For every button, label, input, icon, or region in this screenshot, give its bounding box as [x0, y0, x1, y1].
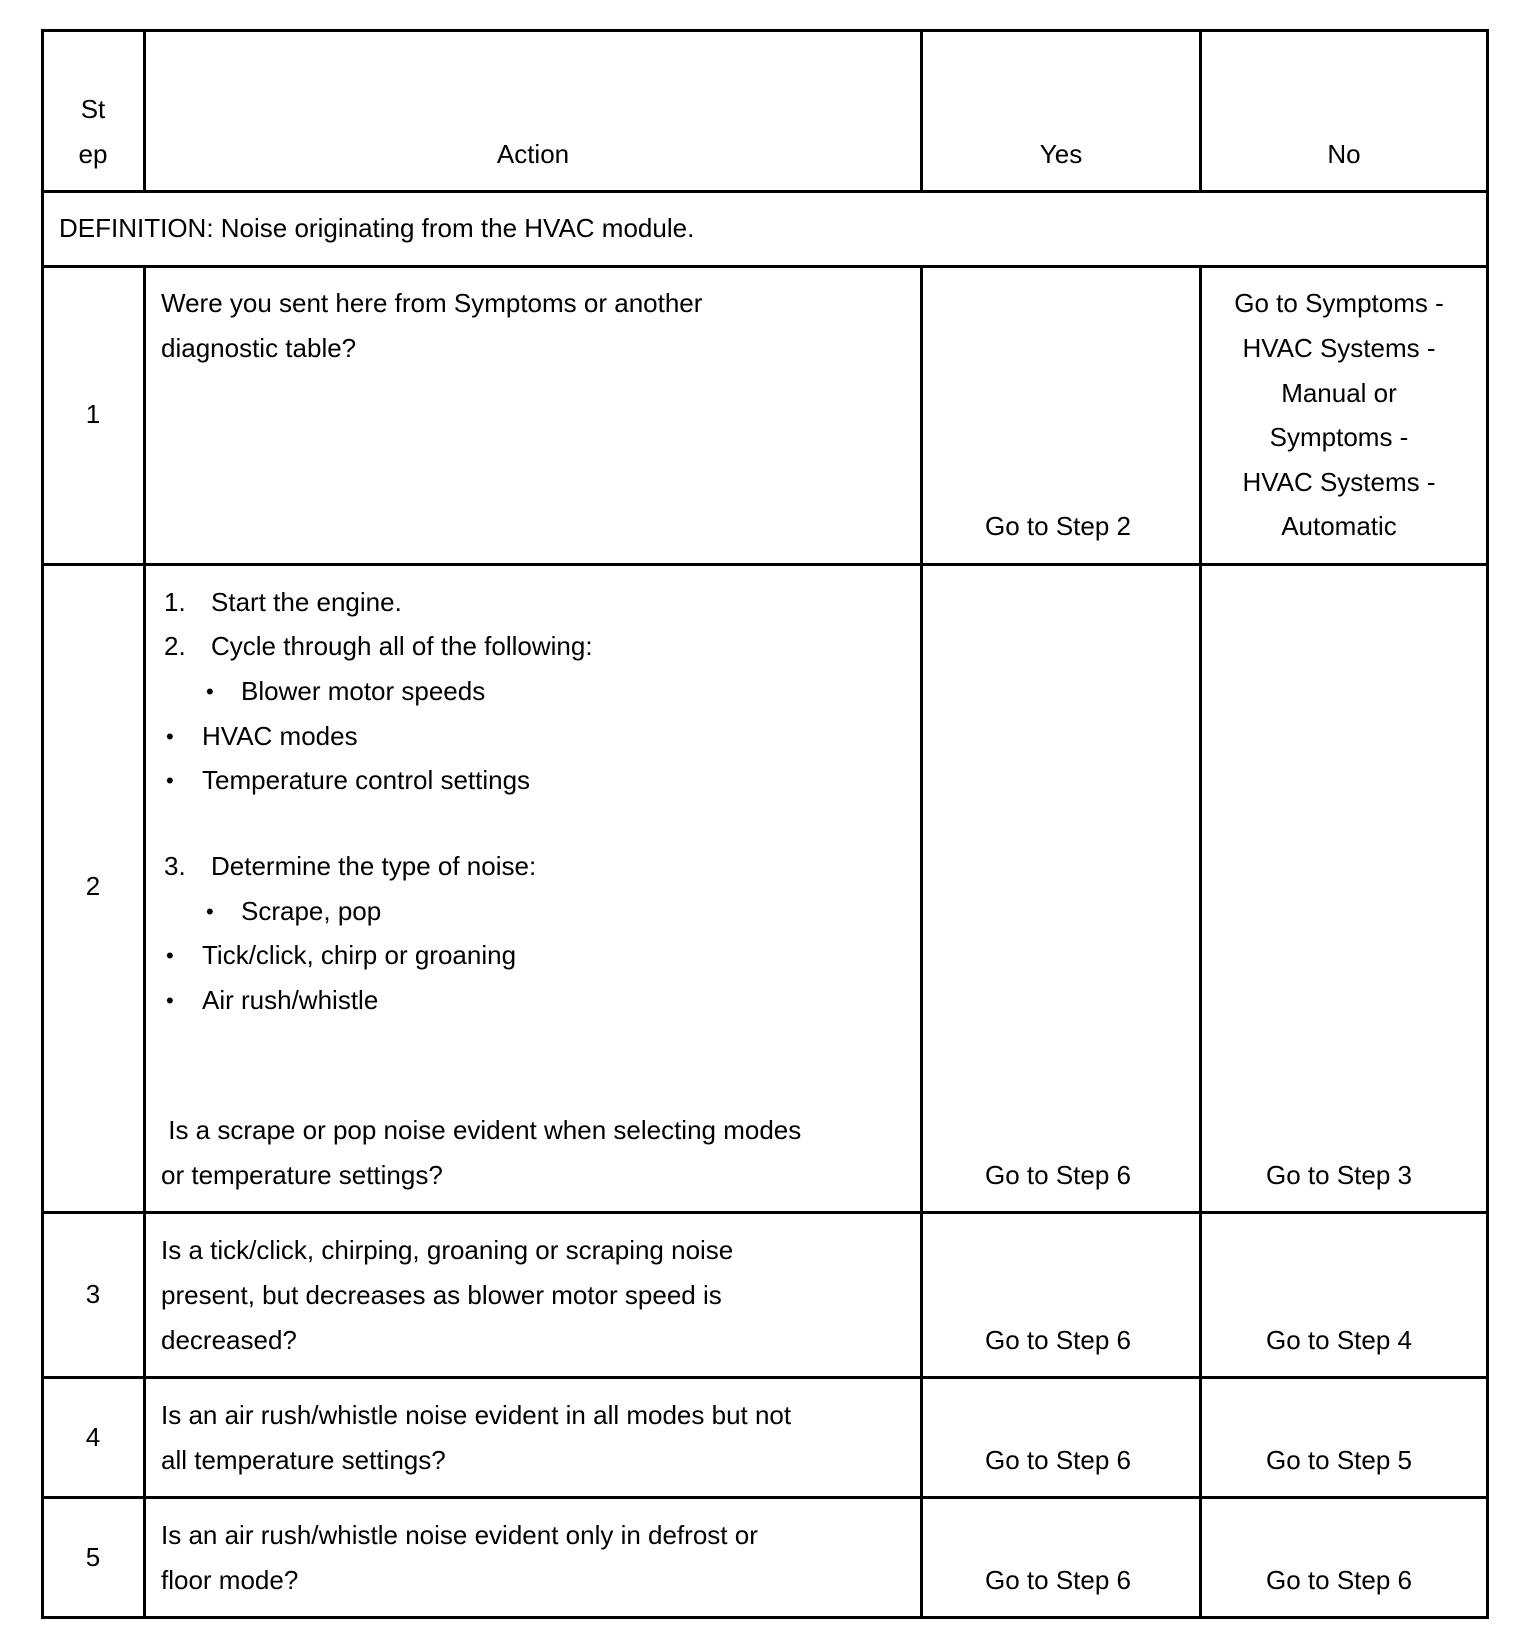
action-text: Were you sent here from Symptoms or another: [161, 288, 703, 318]
definition-text: DEFINITION: Noise originating from the HVAC module.: [59, 213, 695, 243]
table-border-top: [41, 29, 1489, 32]
list-item: Cycle through all of the following:: [211, 631, 593, 661]
header-yes: Yes: [1039, 139, 1083, 169]
no-result: Go to Step 6: [1266, 1565, 1412, 1595]
action-text: decreased?: [161, 1325, 297, 1355]
no-result: Symptoms -: [1269, 422, 1409, 452]
action-text: present, but decreases as blower motor speed is: [161, 1280, 722, 1310]
step-number: 4: [85, 1422, 101, 1452]
action-text: Is an air rush/whistle noise evident in all modes but not: [161, 1400, 792, 1430]
row-divider: [41, 190, 1489, 193]
bullet-icon: •: [206, 679, 214, 704]
row-divider: [41, 1211, 1489, 1214]
diagnostic-table: [41, 29, 1489, 1619]
list-item: HVAC modes: [202, 721, 358, 751]
table-border-left: [41, 29, 44, 1619]
step-number: 5: [85, 1542, 101, 1572]
list-item: Temperature control settings: [202, 765, 531, 795]
list-item: Determine the type of noise:: [211, 851, 537, 881]
column-divider: [143, 265, 146, 1619]
action-text: Is an air rush/whistle noise evident only in defrost or: [161, 1520, 758, 1550]
yes-result: Go to Step 2: [985, 511, 1131, 541]
question-text: or temperature settings?: [161, 1160, 443, 1190]
list-item: Scrape, pop: [241, 896, 382, 926]
list-item: Tick/click, chirp or groaning: [202, 940, 517, 970]
question-text: Is a scrape or pop noise evident when selecting modes: [161, 1115, 802, 1145]
no-result: Manual or: [1281, 378, 1397, 408]
step-number: 1: [85, 399, 101, 429]
no-result: Go to Step 3: [1266, 1160, 1412, 1190]
no-result: Go to Step 4: [1266, 1325, 1412, 1355]
header-no: No: [1327, 139, 1361, 169]
no-result: HVAC Systems -: [1242, 333, 1436, 363]
header-step-line2: ep: [78, 139, 108, 169]
list-item: Start the engine.: [211, 587, 402, 617]
header-action: Action: [496, 139, 570, 169]
yes-result: Go to Step 6: [985, 1325, 1131, 1355]
action-text: all temperature settings?: [161, 1445, 446, 1475]
column-divider: [920, 265, 923, 1619]
table-border-bottom: [41, 1616, 1489, 1619]
no-result: HVAC Systems -: [1242, 467, 1436, 497]
header-step-line1: St: [80, 94, 106, 124]
action-text: diagnostic table?: [161, 333, 357, 363]
list-item: Air rush/whistle: [202, 985, 379, 1015]
yes-result: Go to Step 6: [985, 1160, 1131, 1190]
action-text: floor mode?: [161, 1565, 299, 1595]
yes-result: Go to Step 6: [985, 1445, 1131, 1475]
no-result: Go to Step 5: [1266, 1445, 1412, 1475]
step-number: 2: [85, 871, 101, 901]
bullet-icon: •: [206, 899, 214, 924]
list-number: 3.: [164, 851, 186, 881]
row-divider: [41, 563, 1489, 566]
list-number: 2.: [164, 631, 186, 661]
no-result: Go to Symptoms -: [1234, 288, 1444, 318]
row-divider: [41, 1496, 1489, 1499]
step-number: 3: [85, 1279, 101, 1309]
bullet-icon: •: [166, 943, 174, 968]
bullet-icon: •: [166, 724, 174, 749]
table-border-right: [1486, 29, 1489, 1619]
bullet-icon: •: [166, 988, 174, 1013]
list-number: 1.: [164, 587, 186, 617]
list-item: Blower motor speeds: [241, 676, 486, 706]
bullet-icon: •: [166, 768, 174, 793]
row-divider: [41, 1376, 1489, 1379]
action-text: Is a tick/click, chirping, groaning or scraping noise: [161, 1235, 734, 1265]
yes-result: Go to Step 6: [985, 1565, 1131, 1595]
no-result: Automatic: [1281, 511, 1397, 541]
row-divider: [41, 265, 1489, 268]
